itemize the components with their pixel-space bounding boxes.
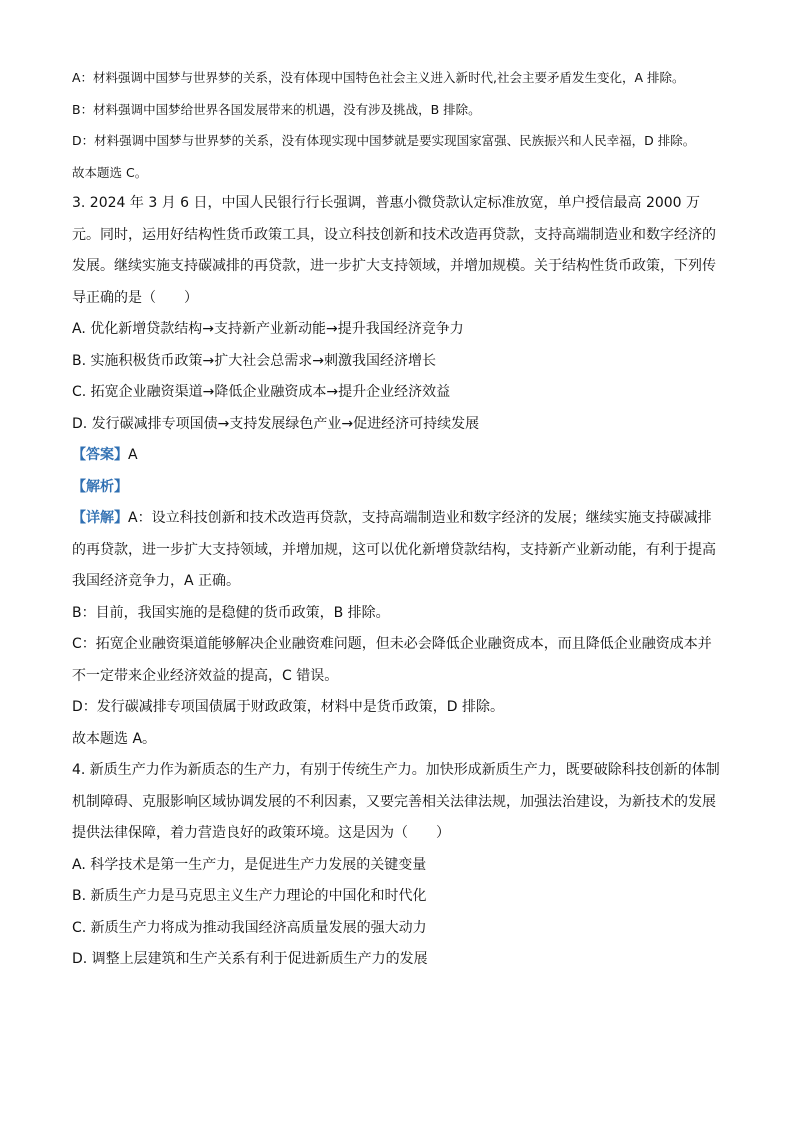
question-4 [72,755,724,976]
question-3-answer [72,440,724,472]
question-4-option-c: C. 新质生产力将成为推动我国经济高质量发展的强大动力 [72,919,427,936]
question-4-option-b: B. 新质生产力是马克思主义生产力理论的中国化和时代化 [72,888,427,904]
question-4-stem: 4. 新质生产力作为新质态的生产力，有别于传统生产力。加快形成新质生产力，既要破除科技创新的体制机制障碍、克服影响区域协调发展的不利因素，又要完善相关法律法规，加强法治建设，为新技术的发展提供法律保障，着力营造良好的政策环境。这是因为（ ） [72,762,720,841]
question-3 [72,188,724,755]
analysis-line-d: D：材料强调中国梦与世界梦的关系，没有体现实现中国梦就是要实现国家富强、民族振兴和人民幸福，D 排除。 [72,133,696,148]
question-3-option-a: A. 优化新增贷款结构→支持新产业新动能→提升我国经济竞争力 [72,321,464,337]
answer-value: A [128,447,138,463]
previous-question-analysis [72,62,724,188]
question-3-option-c: C. 拓宽企业融资渠道→降低企业融资成本→提升企业经济效益 [72,384,451,400]
detail-tag: 【详解】 [72,510,128,526]
analysis-tag: 【解析】 [72,478,128,495]
question-3-analysis-heading [72,472,724,504]
answer-tag: 【答案】 [72,447,128,463]
analysis-line-b: B：材料强调中国梦给世界各国发展带来的机遇，没有涉及挑战，B 排除。 [72,101,481,117]
detail-a-text: A：设立科技创新和技术改造再贷款，支持高端制造业和数字经济的发展；继续实施支持碳减排的再贷款，进一步扩大支持领域，并增加规，这可以优化新增贷款结构，支持新产业新动能，有利于提高我国经济竞争力，A 正确。 [72,510,716,589]
question-3-detail-b: B：目前，我国实施的是稳健的货币政策，B 排除。 [72,604,390,621]
question-3-option-d: D. 发行碳减排专项国债→支持发展绿色产业→促进经济可持续发展 [72,415,480,432]
analysis-conclusion: 故本题选 C。 [72,164,148,180]
question-3-stem: 3. 2024 年 3 月 6 日，中国人民银行行长强调，普惠小微贷款认定标准放宽，单户授信最高 2000 万元。同时，运用好结构性货币政策工具，设立科技创新和技术改造再贷款，支持高端制造业和数字经济的发展。继续实施支持碳减排的再贷款，进一步扩大支持领域，并增加规模。关于结构性货币政策，下列传导正确的是（ ） [72,195,716,306]
question-3-detail-d: D：发行碳减排专项国债属于财政政策，材料中是货币政策，D 排除。 [72,699,505,715]
question-4-option-d: D. 调整上层建筑和生产关系有利于促进新质生产力的发展 [72,951,428,967]
question-3-conclusion: 故本题选 A。 [72,730,157,747]
question-3-detail-a [72,503,724,598]
analysis-line-a: A：材料强调中国梦与世界梦的关系，没有体现中国特色社会主义进入新时代,社会主要矛盾发生变化，A 排除。 [72,70,685,85]
question-4-option-a: A. 科学技术是第一生产力，是促进生产力发展的关键变量 [72,856,427,873]
question-3-option-b: B. 实施积极货币政策→扩大社会总需求→刺激我国经济增长 [72,352,436,369]
question-3-detail-c: C：拓宽企业融资渠道能够解决企业融资难问题，但未必会降低企业融资成本，而且降低企业融资成本并不一定带来企业经济效益的提高，C 错误。 [72,636,712,684]
